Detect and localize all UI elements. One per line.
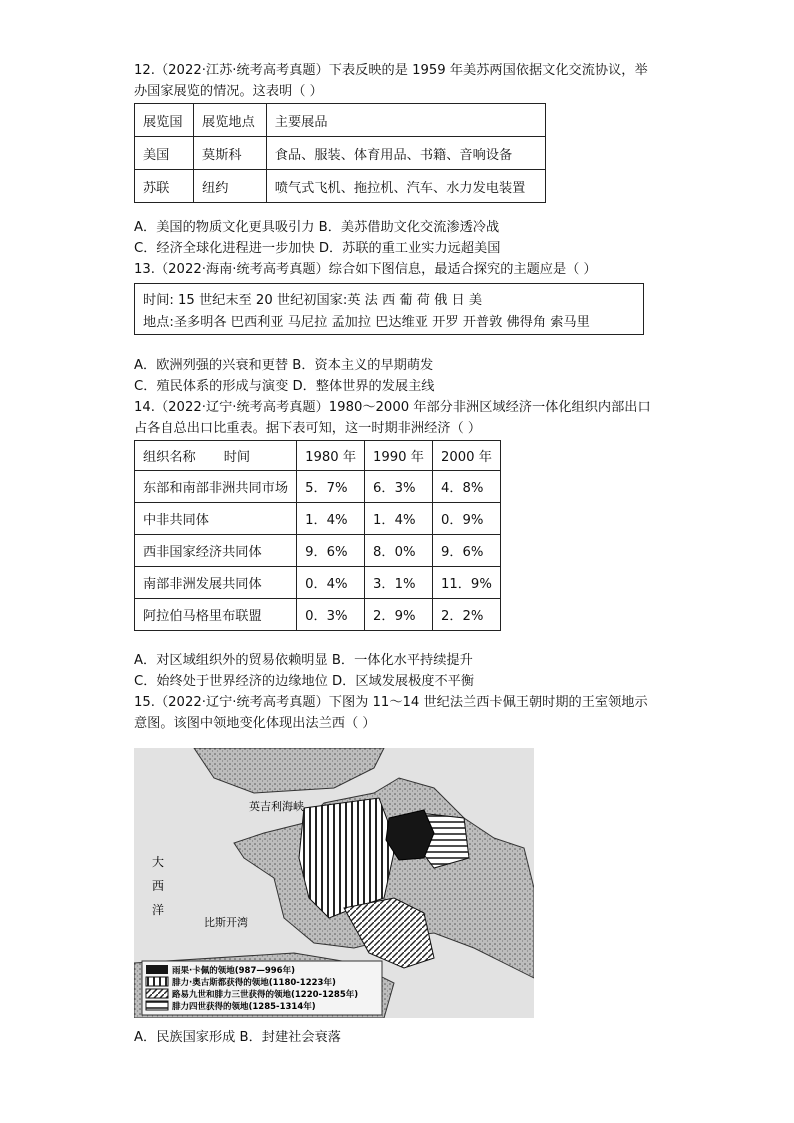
q13-options-ab: A．欧洲列强的兴衰和更替 B．资本主义的早期萌发 [134, 358, 434, 373]
label-atlantic-1: 大 [152, 855, 165, 869]
q13-info-box [134, 283, 644, 335]
q14-th-year: 1980 年 [297, 441, 365, 471]
q14-value: 9．6% [297, 535, 365, 567]
q12-options-ab: A．美国的物质文化更具吸引力 B．美苏借助文化交流渗透冷战 [134, 220, 500, 235]
q14-th-year: 2000 年 [432, 441, 500, 471]
q12-stem-line1: 12.（2022·江苏·统考高考真题）下表反映的是 1959 年美苏两国依据文化交流协议，举 [134, 63, 648, 78]
q14-value: 0．4% [297, 567, 365, 599]
q12-cell: 美国 [135, 137, 194, 170]
q14-th-time: 时间 [223, 450, 251, 465]
label-english-channel: 英吉利海峡 [249, 800, 304, 813]
q12-th-country: 展览国 [135, 104, 194, 137]
q12-cell: 苏联 [135, 170, 194, 203]
q15-stem-line1: 15.（2022·辽宁·统考高考真题）下图为 11～14 世纪法兰西卡佩王朝时期的王室领地示 [134, 695, 648, 710]
q12-stem-line2: 办国家展览的情况。这表明（ ） [134, 84, 323, 99]
q14-value: 11．9% [432, 567, 500, 599]
q14-org-name: 阿拉伯马格里布联盟 [135, 599, 297, 631]
q15-stem-line2: 意图。该图中领地变化体现出法兰西（ ） [134, 716, 376, 731]
q13-box-time: 时间: 15 世纪末至 20 世纪初国家:英 法 西 葡 荷 俄 日 美 [143, 293, 483, 308]
label-atlantic-2: 西 [152, 879, 165, 893]
q12-th-place: 展览地点 [194, 104, 267, 137]
q14-org-name: 南部非洲发展共同体 [135, 567, 297, 599]
q12-options-cd: C．经济全球化进程进一步加快 D．苏联的重工业实力远超美国 [134, 241, 501, 256]
label-atlantic-3: 洋 [152, 903, 165, 917]
q14-stem-line1: 14.（2022·辽宁·统考高考真题）1980～2000 年部分非洲区域经济一体化组织内部出口 [134, 400, 651, 415]
q14-options-ab: A．对区域组织外的贸易依赖明显 B．一体化水平持续提升 [134, 653, 473, 668]
q12-cell: 食品、服装、体育用品、书籍、音响设备 [266, 137, 545, 170]
q12-cell: 纽约 [194, 170, 267, 203]
q14-value: 9．6% [432, 535, 500, 567]
q13-box-places: 地点:圣多明各 巴西利亚 马尼拉 孟加拉 巴达维亚 开罗 开普敦 佛得角 索马里 [143, 315, 590, 330]
legend-label-philip-augustus: 腓力·奥古斯都获得的领地(1180-1223年) [172, 978, 336, 988]
q13-stem: 13.（2022·海南·统考高考真题）综合如下图信息，最适合探究的主题应是（ ） [134, 262, 597, 277]
q14-value: 1．4% [365, 503, 433, 535]
q14-value: 6．3% [365, 471, 433, 503]
q12-cell: 莫斯科 [194, 137, 267, 170]
q12-th-items: 主要展品 [266, 104, 545, 137]
q14-value: 5．7% [297, 471, 365, 503]
q12-cell: 喷气式飞机、拖拉机、汽车、水力发电装置 [266, 170, 545, 203]
capetian-domain-map [134, 748, 534, 1018]
legend-label-hugh: 雨果·卡佩的领地(987—996年) [172, 966, 295, 976]
label-bay-of-biscay: 比斯开湾 [204, 916, 248, 929]
q14-value: 4．8% [432, 471, 500, 503]
q14-org-name: 东部和南部非洲共同市场 [135, 471, 297, 503]
legend-label-louis-ix: 路易九世和腓力三世获得的领地(1220-1285年) [172, 990, 359, 1000]
q14-value: 8．0% [365, 535, 433, 567]
q14-value: 1．4% [297, 503, 365, 535]
q14-value: 2．9% [365, 599, 433, 631]
q14-org-name: 西非国家经济共同体 [135, 535, 297, 567]
q14-value: 3．1% [365, 567, 433, 599]
legend-swatch-hugh [146, 965, 168, 974]
q14-th-year: 1990 年 [365, 441, 433, 471]
q14-stem-line2: 占各自总出口比重表。据下表可知，这一时期非洲经济（ ） [134, 421, 482, 436]
legend-swatch-louis-ix [146, 989, 168, 998]
q14-th-org: 组织名称 [143, 450, 196, 465]
q15-options-ab: A．民族国家形成 B．封建社会衰落 [134, 1030, 341, 1045]
q14-table [134, 440, 501, 631]
q14-value: 0．3% [297, 599, 365, 631]
q14-th-corner [135, 441, 297, 471]
q14-options-cd: C．始终处于世界经济的边缘地位 D．区域发展极度不平衡 [134, 674, 475, 689]
q14-value: 2．2% [432, 599, 500, 631]
q14-value: 0．9% [432, 503, 500, 535]
legend-swatch-philip-iv [146, 1001, 168, 1010]
q13-options-cd: C．殖民体系的形成与演变 D．整体世界的发展主线 [134, 379, 435, 394]
legend-swatch-philip-augustus [146, 977, 168, 986]
q14-org-name: 中非共同体 [135, 503, 297, 535]
map-graphic [134, 748, 534, 1018]
q12-table [134, 103, 546, 203]
legend-label-philip-iv: 腓力四世获得的领地(1285-1314年) [172, 1002, 316, 1012]
